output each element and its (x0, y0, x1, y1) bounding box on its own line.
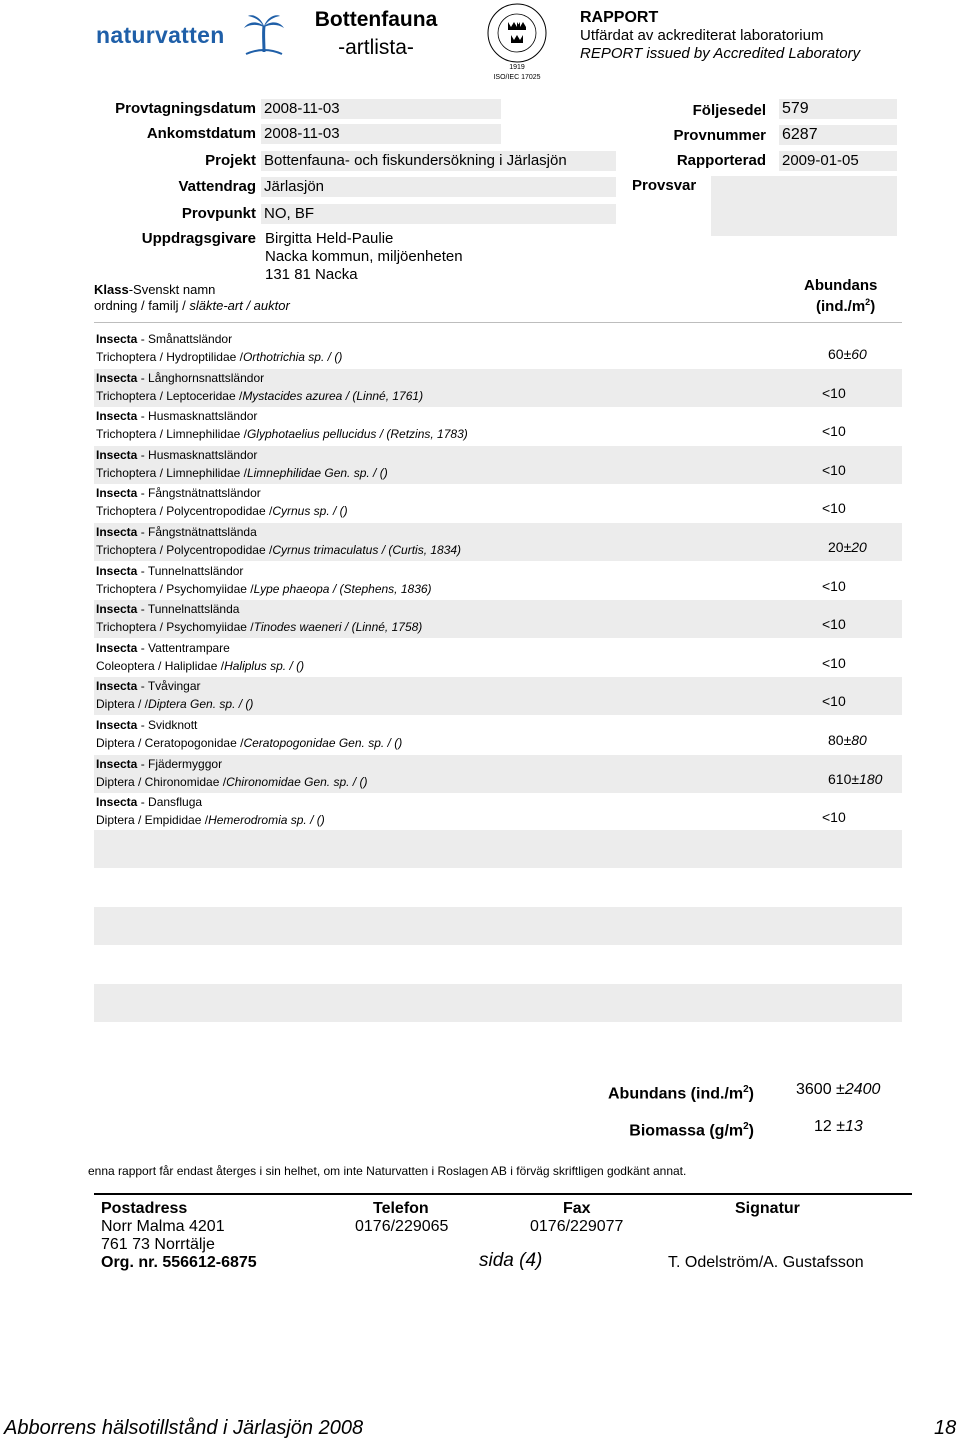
seal-standard: ISO/IEC 17025 (493, 74, 541, 81)
total-abundans-label (590, 1084, 754, 1103)
abundans-unit (816, 297, 875, 315)
svenskt-namn-label: -Svenskt namn (128, 282, 216, 297)
row-order-family: Trichoptera / Limnephilidae / (96, 466, 247, 480)
document-title-footer: Abborrens hälsotillstånd i Järlasjön 2008 (4, 1417, 364, 1439)
provtagningsdatum-label: Provtagningsdatum (115, 100, 256, 117)
row-klass: Insecta (96, 332, 138, 346)
row-taxonomy-line (96, 350, 342, 364)
row-abundance (822, 500, 846, 516)
total-biomassa-value (814, 1118, 863, 1136)
address-line1: Norr Malma 4201 (101, 1218, 225, 1235)
row-class-line: Insecta - Tvåvingar (96, 679, 201, 693)
row-klass: Insecta (96, 718, 138, 732)
seal-number: 1919 (509, 64, 525, 71)
row-swedish-name: Fångstnätnattslända (148, 525, 257, 539)
row-abundance (822, 578, 846, 594)
row-class-line: Insecta - Svidknott (96, 718, 198, 732)
row-abundance-value: <10 (822, 500, 846, 516)
page-number: 18 (934, 1417, 957, 1439)
row-abundance (822, 693, 846, 709)
row-class-line: Insecta - Husmasknattsländor (96, 448, 258, 462)
total-biomassa-error: ±13 (836, 1118, 863, 1135)
row-klass: Insecta (96, 757, 138, 771)
total-abundans-text: Abundans (ind./m (608, 1085, 744, 1103)
row-klass: Insecta (96, 679, 138, 693)
row-abundance-value: <10 (822, 423, 846, 439)
disclaimer: enna rapport får endast återges i sin helhet, om inte Naturvatten i Roslagen AB i förväg skriftligen godkänt annat. (88, 1164, 687, 1178)
row-swedish-name: Husmasknattsländor (148, 409, 258, 423)
row-taxon: Tinodes waeneri / (Linné, 1758) (253, 620, 423, 634)
row-swedish-name: Husmasknattsländor (148, 448, 258, 462)
provnummer-label: Provnummer (673, 127, 766, 144)
row-abundance-value: <10 (822, 616, 846, 632)
table-row (94, 523, 902, 561)
row-abundance: 80±80 (828, 732, 867, 748)
row-swedish-name: Svidknott (148, 718, 198, 732)
table-row (94, 600, 902, 638)
row-klass: Insecta (96, 602, 138, 616)
uppdragsgivare-label: Uppdragsgivare (141, 230, 256, 247)
provnummer-field: 6287 (779, 125, 897, 145)
address-line2: 761 73 Norrtälje (101, 1236, 215, 1253)
abundans-header: Abundans (804, 277, 878, 294)
empty-band-3 (94, 984, 902, 1022)
total-biomassa-end: ) (748, 1122, 754, 1140)
telefon-value: 0176/229065 (355, 1218, 449, 1235)
provsvar-box (711, 176, 897, 236)
row-taxonomy-line (96, 582, 432, 596)
row-swedish-name: Fångstnätnattsländor (148, 486, 261, 500)
page-subtitle: -artlista- (338, 36, 414, 59)
row-class-line: Insecta - Dansfluga (96, 795, 203, 809)
row-class-line: Insecta - Fjädermyggor (96, 757, 223, 771)
row-order-family: Trichoptera / Polycentropodidae / (96, 543, 273, 557)
table-row (94, 446, 902, 484)
row-abundance: 20±20 (828, 539, 867, 555)
foljesedel-label: Följesedel (692, 102, 766, 119)
org-number: Org. nr. 556612-6875 (101, 1254, 257, 1271)
row-order-family: Trichoptera / Leptoceridae / (96, 389, 243, 403)
swedac-seal (484, 2, 550, 86)
row-taxonomy-line (96, 659, 304, 673)
row-class-line: Insecta - Smånattsländor (96, 332, 233, 346)
row-class-line: Insecta - Tunnelnattsländor (96, 564, 244, 578)
row-abundance-value: <10 (822, 655, 846, 671)
row-abundance (822, 462, 846, 478)
row-abundance (822, 385, 846, 401)
telefon-label: Telefon (373, 1200, 429, 1217)
row-taxonomy-line (96, 775, 367, 789)
row-klass: Insecta (96, 486, 138, 500)
row-taxonomy-line (96, 466, 388, 480)
total-abundans-value (796, 1081, 880, 1099)
row-abundance: 60±60 (828, 346, 867, 362)
palm-tree-icon (242, 12, 286, 56)
row-abundance-value: <10 (822, 809, 846, 825)
fax-value: 0176/229077 (530, 1218, 624, 1235)
crowns-icon (484, 2, 550, 64)
table-row (94, 677, 902, 715)
row-swedish-name: Långhornsnattsländor (148, 371, 265, 385)
empty-band-1 (94, 830, 902, 868)
fax-label: Fax (563, 1200, 591, 1217)
table-row (94, 793, 902, 831)
row-order-family: Diptera / Empididae / (96, 813, 209, 827)
total-biomassa-sup: 2 (743, 1121, 749, 1132)
signatur-label: Signatur (735, 1200, 800, 1217)
row-class-line: Insecta - Vattentrampare (96, 641, 230, 655)
unit-sup: 2 (865, 297, 871, 307)
row-swedish-name: Tunnelnattslända (147, 602, 240, 616)
row-taxon: Hemerodromia sp. / () (208, 813, 325, 827)
report-sv: Utfärdat av ackrediterat laboratorium (580, 27, 824, 44)
row-order-family: Trichoptera / Psychomyiidae / (96, 620, 254, 634)
row-abundance (822, 423, 846, 439)
footer-rule (94, 1193, 912, 1195)
row-abundance-value: <10 (822, 578, 846, 594)
row-taxon: Diptera Gen. sp. / () (148, 697, 254, 711)
ordning-label: ordning / familj / (94, 298, 190, 313)
provpunkt-field: NO, BF (261, 204, 616, 224)
row-abundance-error: 20 (851, 539, 867, 555)
table-row (94, 755, 902, 793)
table-row (94, 369, 902, 407)
row-abundance-error: 80 (851, 732, 867, 748)
row-taxonomy-line (96, 697, 253, 711)
row-order-family: Coleoptera / Haliplidae / (96, 659, 225, 673)
slakte-label: släkte-art / auktor (189, 298, 290, 313)
row-abundance-error: 60 (851, 346, 867, 362)
report-en: REPORT issued by Accredited Laboratory (580, 45, 861, 62)
row-klass: Insecta (96, 448, 138, 462)
table-row (94, 639, 902, 677)
row-klass: Insecta (96, 409, 138, 423)
header-divider (94, 322, 902, 323)
row-order-family: Trichoptera / Psychomyiidae / (96, 582, 254, 596)
row-taxon: Mystacides azurea / (Linné, 1761) (242, 389, 424, 403)
row-taxon: Limnephilidae Gen. sp. / () (246, 466, 388, 480)
row-taxonomy-line (96, 543, 461, 557)
total-abundans-sup: 2 (743, 1084, 749, 1095)
row-abundance-value: 80 (828, 732, 844, 748)
logo-text: naturvatten (96, 22, 225, 48)
row-taxon: Chironomidae Gen. sp. / () (226, 775, 368, 789)
provtagningsdatum-field: 2008-11-03 (261, 99, 501, 119)
vattendrag-label: Vattendrag (178, 178, 256, 195)
row-class-line: Insecta - Tunnelnattslända (96, 602, 240, 616)
row-order-family: Diptera / Ceratopogonidae / (96, 736, 244, 750)
row-abundance (822, 655, 846, 671)
provpunkt-label: Provpunkt (181, 205, 256, 222)
row-abundance (822, 616, 846, 632)
row-swedish-name: Tvåvingar (147, 679, 201, 693)
row-abundance-value: 610 (828, 771, 852, 787)
rapporterad-field: 2009-01-05 (779, 151, 897, 171)
row-klass: Insecta (96, 525, 138, 539)
logo (96, 22, 286, 50)
row-swedish-name: Vattentrampare (148, 641, 230, 655)
signatur-value: T. Odelström/A. Gustafsson (668, 1254, 864, 1271)
rapporterad-label: Rapporterad (676, 152, 766, 169)
row-taxonomy-line (96, 736, 402, 750)
projekt-field: Bottenfauna- och fiskundersökning i Järlasjön (261, 151, 616, 171)
ankomstdatum-label: Ankomstdatum (146, 125, 256, 142)
unit-end: ) (870, 298, 876, 315)
row-order-family: Trichoptera / Limnephilidae / (96, 427, 247, 441)
table-row (94, 330, 902, 368)
uppdragsgivare-line2: Nacka kommun, miljöenheten (265, 248, 463, 265)
total-abundans-error: ±2400 (836, 1081, 881, 1098)
row-swedish-name: Tunnelnattsländor (147, 564, 244, 578)
row-abundance-value: <10 (822, 385, 846, 401)
row-abundance-value: 20 (828, 539, 844, 555)
empty-band-2 (94, 907, 902, 945)
row-taxonomy-line (96, 620, 422, 634)
table-row (94, 562, 902, 600)
total-biomassa-label (590, 1121, 754, 1140)
postadress-label: Postadress (101, 1200, 188, 1217)
row-abundance (822, 809, 846, 825)
row-class-line: Insecta - Fångstnätnattslända (96, 525, 257, 539)
row-taxon: Orthotrichia sp. / () (242, 350, 343, 364)
row-abundance-value: 60 (828, 346, 844, 362)
table-header-klass (94, 282, 215, 297)
row-taxon: Cyrnus sp. / () (272, 504, 348, 518)
row-klass: Insecta (96, 641, 138, 655)
row-order-family: Trichoptera / Hydroptilidae / (96, 350, 243, 364)
row-order-family: Trichoptera / Polycentropodidae / (96, 504, 273, 518)
ankomstdatum-field: 2008-11-03 (261, 124, 501, 144)
uppdragsgivare-line1: Birgitta Held-Paulie (265, 230, 394, 247)
provsvar-label: Provsvar (632, 177, 697, 194)
row-klass: Insecta (96, 795, 138, 809)
table-row (94, 484, 902, 522)
total-biomassa-number: 12 (814, 1118, 832, 1135)
page-title: Bottenfauna (314, 8, 438, 31)
row-class-line: Insecta - Husmasknattsländor (96, 409, 258, 423)
report-title: RAPPORT (580, 9, 659, 26)
row-taxon: Glyphotaelius pellucidus / (Retzins, 1783) (246, 427, 468, 441)
table-row (94, 716, 902, 754)
row-taxon: Haliplus sp. / () (224, 659, 305, 673)
row-taxonomy-line (96, 504, 348, 518)
row-klass: Insecta (96, 564, 138, 578)
unit-label: (ind./m (816, 298, 866, 315)
row-order-family: Diptera / / (96, 697, 149, 711)
foljesedel-field: 579 (779, 99, 897, 119)
total-biomassa-text: Biomassa (g/m (629, 1122, 744, 1140)
row-taxon: Cyrnus trimaculatus / (Curtis, 1834) (272, 543, 462, 557)
total-abundans-number: 3600 (796, 1081, 832, 1098)
row-taxonomy-line (96, 813, 325, 827)
table-header-ordning (94, 298, 290, 313)
row-taxonomy-line (96, 427, 468, 441)
projekt-label: Projekt (205, 152, 256, 169)
row-abundance-error: 180 (859, 771, 883, 787)
row-taxon: Ceratopogonidae Gen. sp. / () (243, 736, 403, 750)
table-row (94, 407, 902, 445)
row-abundance: 610±180 (828, 771, 883, 787)
total-abundans-end: ) (748, 1085, 754, 1103)
row-swedish-name: Fjädermyggor (148, 757, 223, 771)
row-swedish-name: Dansfluga (148, 795, 203, 809)
uppdragsgivare-line3: 131 81 Nacka (265, 266, 358, 283)
sida-label: sida (4) (479, 1250, 543, 1271)
row-taxon: Lype phaeopa / (Stephens, 1836) (253, 582, 432, 596)
row-abundance-value: <10 (822, 462, 846, 478)
klass-label: Klass (94, 282, 129, 297)
row-order-family: Diptera / Chironomidae / (96, 775, 227, 789)
vattendrag-field: Järlasjön (261, 177, 616, 197)
row-class-line: Insecta - Långhornsnattsländor (96, 371, 265, 385)
row-taxonomy-line (96, 389, 423, 403)
row-class-line: Insecta - Fångstnätnattsländor (96, 486, 261, 500)
row-abundance-value: <10 (822, 693, 846, 709)
row-swedish-name: Smånattsländor (148, 332, 233, 346)
row-klass: Insecta (96, 371, 138, 385)
